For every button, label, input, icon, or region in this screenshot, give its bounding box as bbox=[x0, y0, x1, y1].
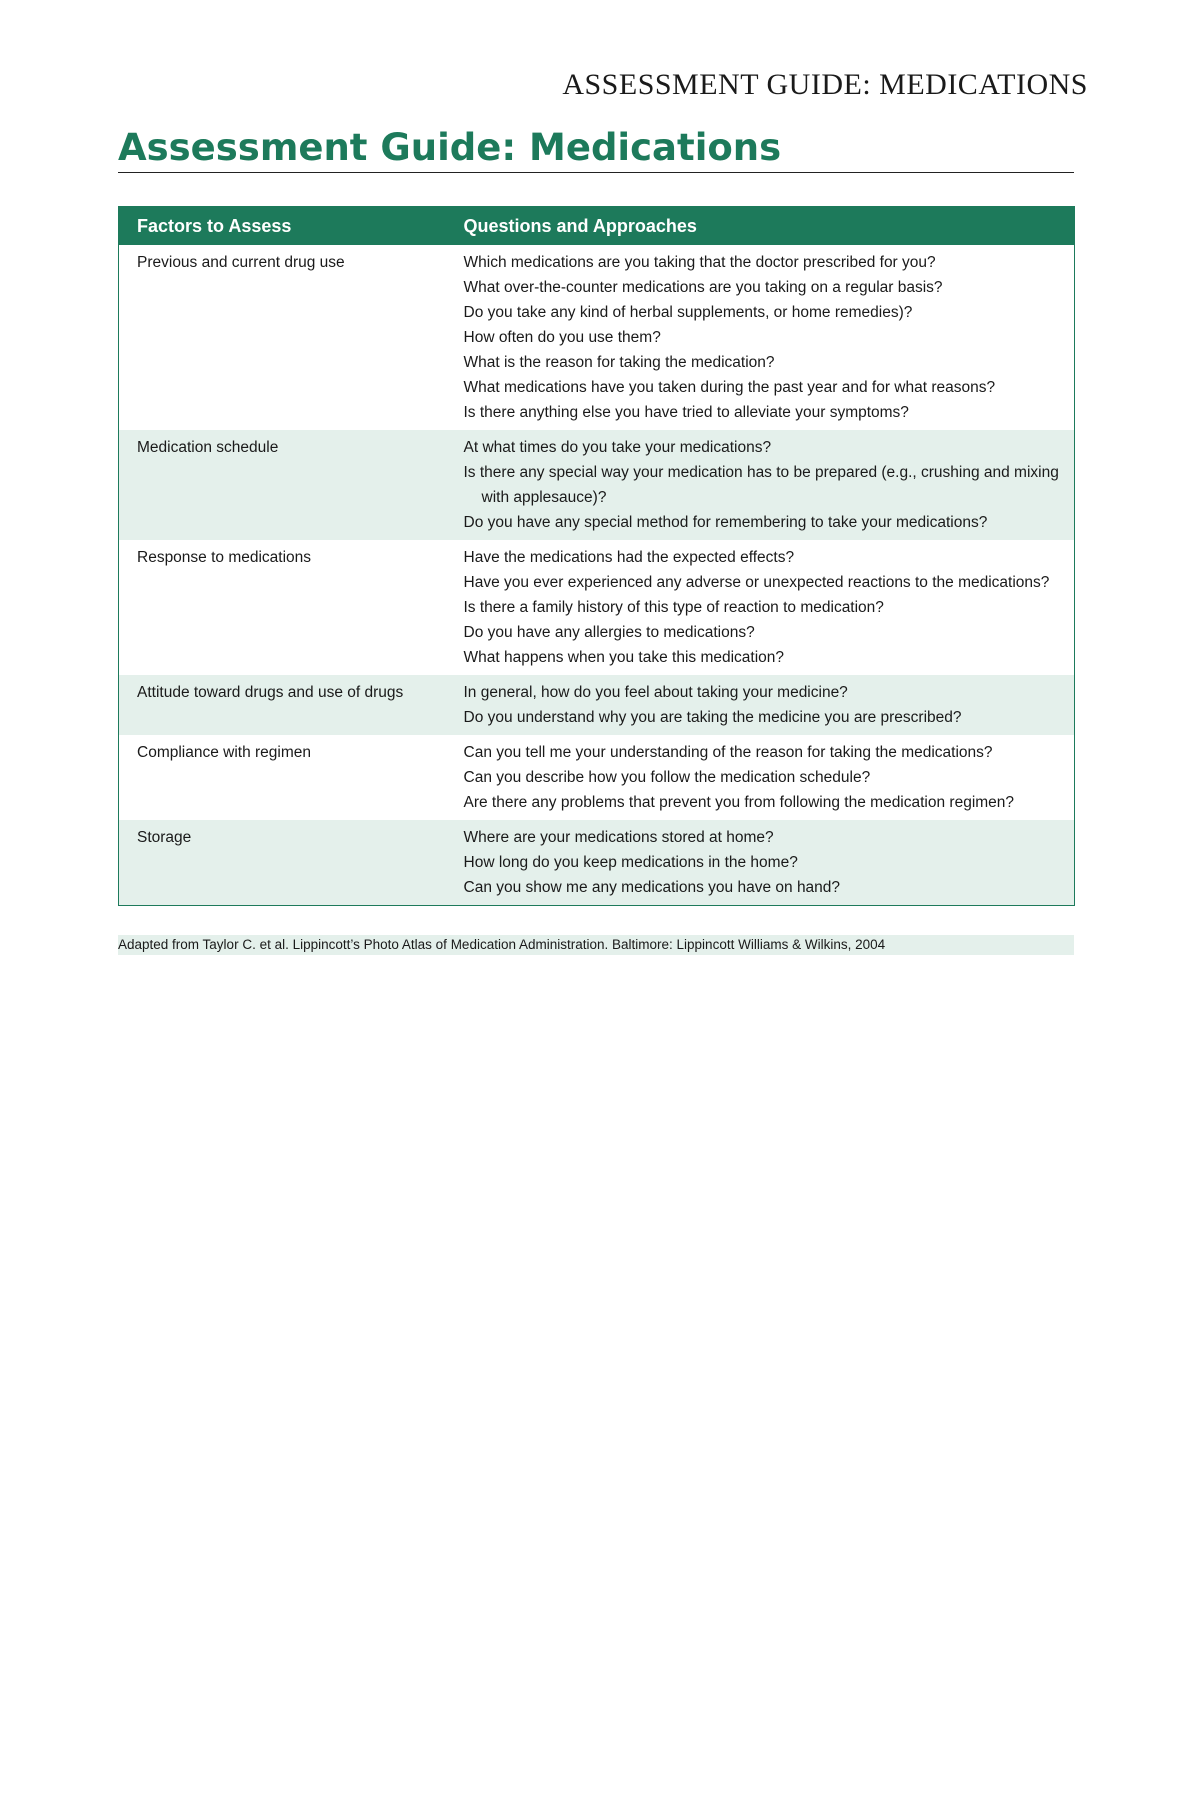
table-row bbox=[119, 540, 1075, 675]
questions-cell bbox=[446, 540, 1075, 675]
questions-cell bbox=[446, 820, 1075, 906]
questions-cell bbox=[446, 430, 1075, 540]
factor-cell: Medication schedule bbox=[119, 430, 446, 540]
page-title: Assessment Guide: Medications bbox=[118, 126, 782, 169]
question-item: Do you have any allergies to medications? bbox=[463, 624, 755, 641]
question-item: Can you describe how you follow the medication schedule? bbox=[463, 769, 871, 786]
question-item: Have the medications had the expected effects? bbox=[463, 549, 795, 566]
factor-cell: Compliance with regimen bbox=[137, 744, 312, 761]
question-item: What happens when you take this medication? bbox=[463, 649, 785, 666]
factor-cell: Attitude toward drugs and use of drugs bbox=[119, 675, 446, 735]
question-item: How long do you keep medications in the home? bbox=[463, 854, 798, 871]
question-item: In general, how do you feel about taking your medicine? bbox=[463, 684, 848, 701]
question-list bbox=[464, 825, 1069, 900]
question-item: At what times do you take your medications? bbox=[463, 439, 772, 456]
question-list bbox=[464, 545, 1069, 670]
question-item: What is the reason for taking the medication? bbox=[463, 354, 775, 371]
question-item: Do you understand why you are taking the medicine you are prescribed? bbox=[463, 709, 962, 726]
questions-cell bbox=[446, 735, 1075, 820]
table-row bbox=[119, 675, 1075, 735]
table-row bbox=[119, 820, 1075, 906]
table-row bbox=[119, 735, 1075, 820]
question-item: Is there any special way your medication has to be prepared (e.g., crushing and mixing with applesauce)? bbox=[463, 464, 1059, 506]
assessment-table-container bbox=[118, 206, 1074, 906]
question-item: What over-the-counter medications are you taking on a regular basis? bbox=[463, 279, 943, 296]
question-item: Is there a family history of this type of reaction to medication? bbox=[463, 599, 884, 616]
question-list bbox=[464, 250, 1069, 425]
questions-cell bbox=[446, 245, 1075, 430]
factor-cell: Storage bbox=[119, 820, 446, 906]
factor-cell: Previous and current drug use bbox=[137, 254, 345, 271]
source-note: Adapted from Taylor C. et al. Lippincott’s Photo Atlas of Medication Administration. Baltimore: Lippincott Williams & Wilkins, 2004 bbox=[118, 935, 1074, 955]
question-item: Is there anything else you have tried to alleviate your symptoms? bbox=[463, 404, 909, 421]
table-body bbox=[119, 245, 1075, 906]
question-item: What medications have you taken during the past year and for what reasons? bbox=[463, 379, 996, 396]
question-list bbox=[464, 740, 1069, 815]
question-item: Do you have any special method for remembering to take your medications? bbox=[463, 514, 988, 531]
question-item: Which medications are you taking that the doctor prescribed for you? bbox=[463, 254, 936, 271]
table-row bbox=[119, 245, 1075, 430]
table-header bbox=[119, 207, 1075, 246]
question-item: Where are your medications stored at home? bbox=[463, 829, 774, 846]
column-header-factors: Factors to Assess bbox=[119, 207, 446, 246]
title-rule bbox=[118, 172, 1074, 173]
assessment-table bbox=[118, 206, 1075, 906]
question-item: Can you tell me your understanding of the reason for taking the medications? bbox=[463, 744, 993, 761]
question-item: Do you take any kind of herbal supplements, or home remedies)? bbox=[463, 304, 913, 321]
question-item: Are there any problems that prevent you from following the medication regimen? bbox=[463, 794, 1015, 811]
question-list bbox=[464, 680, 1069, 730]
question-item: Have you ever experienced any adverse or unexpected reactions to the medications? bbox=[463, 574, 1050, 591]
table-row bbox=[119, 430, 1075, 540]
column-header-questions: Questions and Approaches bbox=[446, 207, 1075, 246]
factor-cell: Response to medications bbox=[137, 549, 312, 566]
questions-cell bbox=[446, 675, 1075, 735]
question-list bbox=[464, 435, 1069, 535]
question-item: Can you show me any medications you have on hand? bbox=[463, 879, 841, 896]
table-header-row bbox=[119, 207, 1075, 246]
running-head: ASSESSMENT GUIDE: MEDICATIONS bbox=[562, 68, 1088, 101]
question-item: How often do you use them? bbox=[463, 329, 661, 346]
